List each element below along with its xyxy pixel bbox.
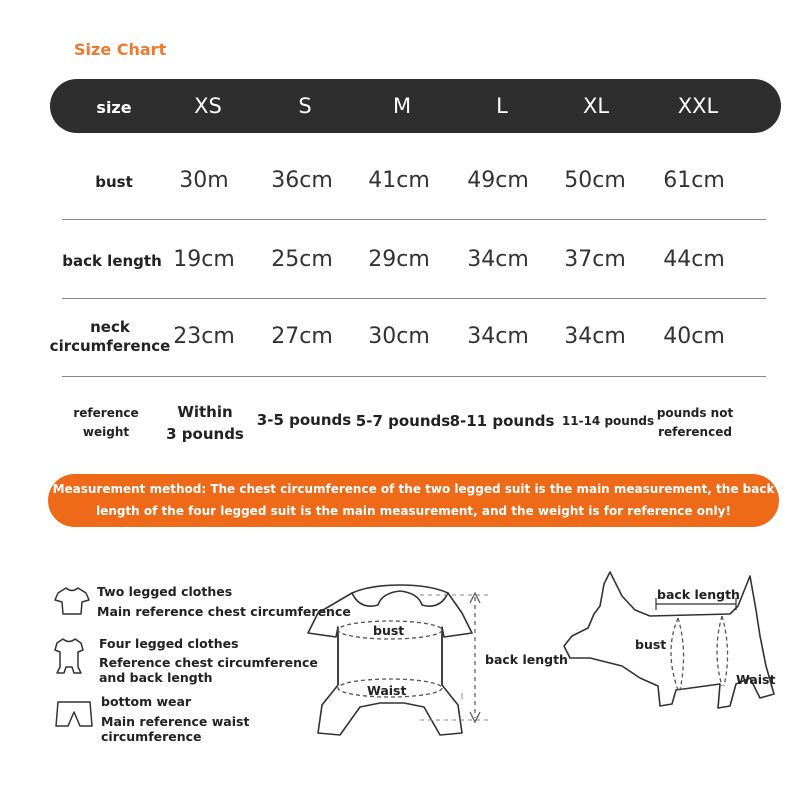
size-xs-header: XS [194, 94, 222, 118]
size-s-header: S [298, 94, 312, 118]
bust-l: 49cm [467, 168, 529, 193]
size-m-header: M [392, 94, 412, 118]
row-divider [62, 298, 766, 299]
legend-four-legged-desc2: and back length [99, 670, 213, 685]
legend-bottom-desc2: circumference [101, 729, 202, 744]
dog-waist-label: Waist [736, 672, 776, 687]
back-length-row-label: back length [62, 252, 162, 270]
neck-m: 30cm [368, 324, 430, 349]
back-length-l: 34cm [467, 247, 529, 272]
size-header-bar [50, 79, 781, 133]
weight-xs-line2: 3 pounds [166, 425, 244, 443]
diagram-bust-label: bust [373, 623, 405, 638]
bust-m: 41cm [368, 168, 430, 193]
neck-s: 27cm [271, 324, 333, 349]
size-xl-header: XL [582, 94, 610, 118]
legend-four-legged-title: Four legged clothes [99, 636, 239, 651]
back-length-s: 25cm [271, 247, 333, 272]
legend-bottom-title: bottom wear [101, 694, 192, 709]
weight-row-label-line1: reference [73, 406, 139, 420]
weight-row-label [73, 404, 138, 442]
weight-xxl-line1: pounds not [656, 406, 734, 420]
back-length-xs: 19cm [173, 247, 235, 272]
weight-s: 3-5 pounds [256, 411, 352, 429]
bust-row-label: bust [95, 173, 133, 191]
weight-xl: 11-14 pounds [561, 414, 655, 428]
suit-diagram [300, 575, 500, 745]
neck-l: 34cm [467, 324, 529, 349]
measurement-note-banner [48, 474, 779, 527]
size-column-header: size [96, 98, 132, 117]
size-xxl-header: XXL [677, 94, 719, 118]
back-length-m: 29cm [368, 247, 430, 272]
neck-row-label [50, 318, 171, 356]
bust-s: 36cm [271, 168, 333, 193]
tshirt-icon [54, 586, 90, 616]
legend-two-legged-title: Two legged clothes [97, 584, 233, 599]
neck-xxl: 40cm [663, 324, 725, 349]
weight-xs-line1: Within [177, 403, 233, 421]
diagram-waist-label: Waist [367, 683, 407, 698]
row-divider [62, 376, 766, 377]
legend-two-legged-desc: Main reference chest circumference [97, 604, 351, 619]
banner-line2: length of the four legged suit is the main measurement, and the weight is for reference only! [96, 504, 731, 518]
neck-row-label-line1: neck [90, 318, 130, 336]
weight-xxl-line2: referenced [658, 425, 732, 439]
bust-xs: 30m [179, 168, 229, 193]
legend-four-legged [99, 636, 318, 685]
back-length-xl: 37cm [564, 247, 626, 272]
neck-xl: 34cm [564, 324, 626, 349]
bust-xl: 50cm [564, 168, 626, 193]
neck-xs: 23cm [173, 324, 235, 349]
weight-m: 5-7 pounds [355, 412, 451, 430]
banner-line1: Measurement method: The chest circumference of the two legged suit is the main measurement, the back [52, 482, 775, 496]
weight-xs [166, 401, 244, 445]
neck-row-label-line2: circumference [49, 336, 171, 355]
weight-row-label-line2: weight [82, 425, 130, 439]
back-length-xxl: 44cm [663, 247, 725, 272]
page-title: Size Chart [74, 40, 167, 59]
dog-bust-label: bust [635, 637, 667, 652]
row-divider [62, 219, 766, 220]
legend-bottom-desc1: Main reference waist [101, 714, 250, 729]
four-leg-suit-icon [54, 637, 84, 675]
weight-l: 8-11 pounds [449, 412, 555, 430]
pants-icon [54, 700, 94, 728]
size-l-header: L [496, 94, 508, 118]
legend-bottom-wear [101, 694, 249, 744]
dog-back-length-label: back length [657, 587, 740, 602]
bust-xxl: 61cm [663, 168, 725, 193]
diagram-back-length-label: back length [485, 652, 568, 667]
weight-xxl [657, 404, 733, 442]
legend-four-legged-desc1: Reference chest circumference [99, 655, 318, 670]
